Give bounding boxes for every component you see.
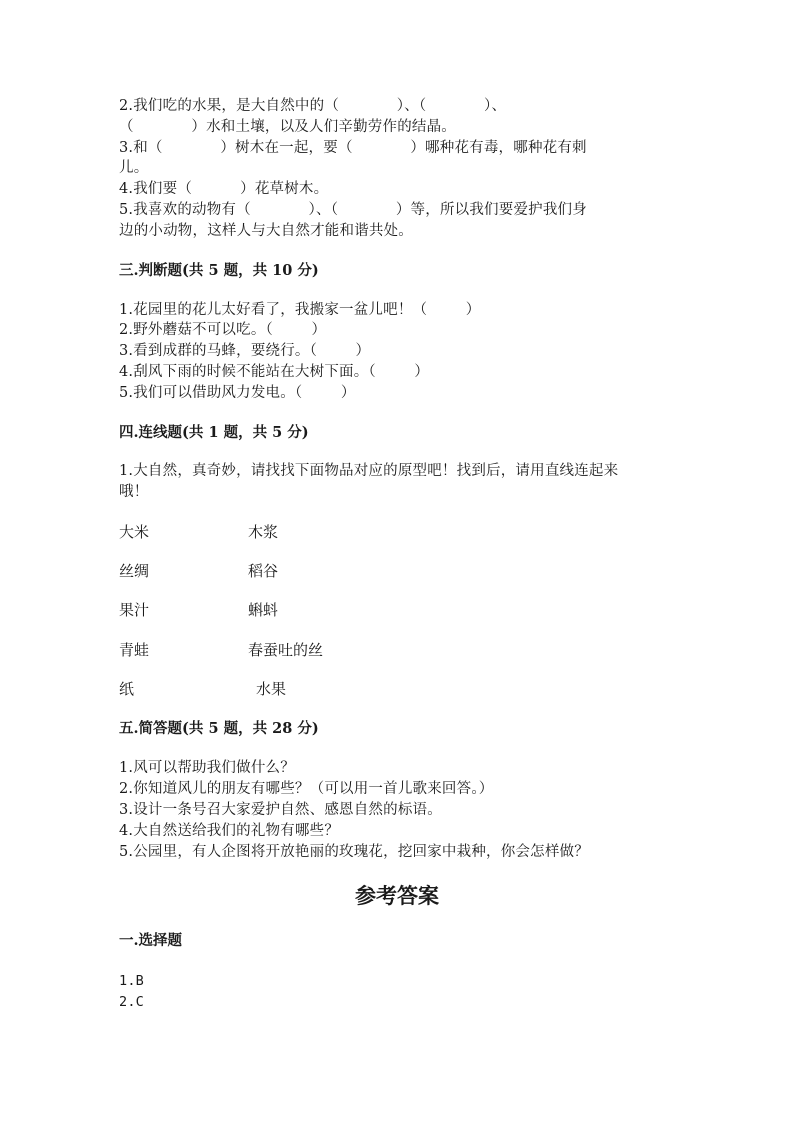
fill-question-3-line-2: 儿。: [119, 160, 149, 176]
fill-question-2-line-1: 2.我们吃的水果，是大自然中的（ ）、（ ）、: [119, 98, 507, 114]
answer-key-title: 参考答案: [355, 883, 439, 908]
answer-choice-item-1: 1.B: [119, 973, 144, 989]
match-left-item-1: 大米: [119, 523, 150, 541]
match-left-item-5: 纸: [119, 680, 135, 698]
short-answer-item-3: 3.设计一条号召大家爱护自然、感恩自然的标语。: [119, 802, 442, 818]
match-section-heading: 四.连线题(共 1 题，共 5 分): [119, 424, 309, 441]
judge-section-heading: 三.判断题(共 5 题，共 10 分): [119, 262, 319, 279]
judge-item-2: 2.野外蘑菇不可以吃。（ ）: [119, 322, 327, 338]
judge-item-5: 5.我们可以借助风力发电。（ ）: [119, 385, 356, 401]
fill-question-3-line-1: 3.和（ ）树木在一起，要（ ）哪种花有毒，哪种花有刺: [119, 140, 587, 156]
short-answer-section-heading: 五.简答题(共 5 题，共 28 分): [119, 720, 319, 737]
short-answer-item-1: 1.风可以帮助我们做什么？: [119, 760, 295, 776]
fill-question-5-line-1: 5.我喜欢的动物有（ ）、（ ）等，所以我们要爱护我们身: [119, 202, 587, 218]
short-answer-item-5: 5.公园里，有人企图将开放艳丽的玫瑰花，挖回家中栽种，你会怎样做？: [119, 844, 589, 860]
answer-choice-item-2: 2.C: [119, 994, 144, 1010]
match-question-line-1: 1.大自然，真奇妙，请找找下面物品对应的原型吧！找到后，请用直线连起来: [119, 463, 619, 479]
short-answer-item-4: 4.大自然送给我们的礼物有哪些？: [119, 823, 340, 839]
judge-item-3: 3.看到成群的马蜂，要绕行。（ ）: [119, 343, 371, 359]
short-answer-item-2: 2.你知道风儿的朋友有哪些？（可以用一首儿歌来回答。）: [119, 781, 494, 797]
match-right-item-1: 木浆: [248, 523, 279, 541]
match-right-item-5: 水果: [256, 680, 287, 698]
answer-choice-heading: 一.选择题: [119, 932, 183, 949]
match-left-item-2: 丝绸: [119, 562, 150, 580]
match-right-item-4: 春蚕吐的丝: [248, 641, 324, 659]
match-left-item-4: 青蛙: [119, 641, 150, 659]
fill-question-2-line-2: （ ）水和土壤，以及人们辛勤劳作的结晶。: [119, 119, 457, 135]
match-right-item-3: 蝌蚪: [248, 601, 279, 619]
match-question-line-2: 哦！: [119, 484, 149, 500]
judge-item-4: 4.刮风下雨的时候不能站在大树下面。（ ）: [119, 364, 430, 380]
fill-question-5-line-2: 边的小动物，这样人与大自然才能和谐共处。: [119, 223, 413, 239]
judge-item-1: 1.花园里的花儿太好看了，我搬家一盆儿吧！（ ）: [119, 302, 481, 318]
match-left-item-3: 果汁: [119, 601, 150, 619]
fill-question-4: 4.我们要（ ）花草树木。: [119, 181, 329, 197]
match-right-item-2: 稻谷: [248, 562, 279, 580]
